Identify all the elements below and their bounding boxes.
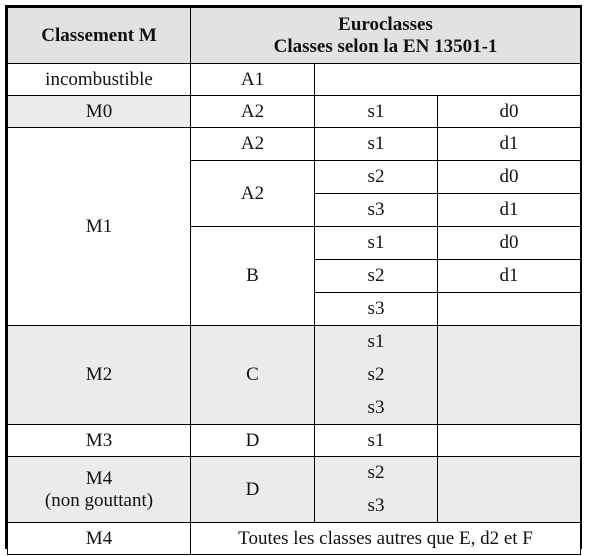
cell-empty — [438, 326, 581, 425]
table-row — [8, 523, 581, 555]
cell-s: s2 — [315, 457, 438, 490]
cell-d: d1 — [438, 194, 581, 227]
cell-d: d0 — [438, 96, 581, 128]
header-row — [8, 8, 581, 64]
cell-s: s1 — [315, 326, 438, 359]
cell-s: s3 — [315, 392, 438, 425]
cell-class: A2 — [191, 128, 315, 161]
cell-m-m2: M2 — [8, 326, 191, 425]
cell-m-m4-label: M4 — [85, 467, 113, 489]
cell-class-a1: A1 — [191, 64, 315, 96]
cell-empty — [315, 64, 581, 96]
cell-class: A2 — [191, 96, 315, 128]
cell-class: D — [191, 457, 315, 523]
cell-empty — [438, 457, 581, 523]
table-row — [8, 457, 581, 490]
cell-note: Toutes les classes autres que E, d2 et F — [191, 523, 581, 555]
header-euroclasses-subtitle: Classes selon la EN 13501-1 — [273, 35, 498, 57]
cell-s: s3 — [315, 293, 438, 326]
cell-d: d1 — [438, 260, 581, 293]
cell-class: C — [191, 326, 315, 425]
header-classement-m: Classement M — [8, 8, 191, 64]
cell-s: s2 — [315, 359, 438, 392]
cell-s: s1 — [315, 128, 438, 161]
classification-table — [7, 7, 581, 555]
cell-d — [438, 293, 581, 326]
header-euroclasses — [191, 8, 581, 64]
cell-m-non-gouttant-label: (non gouttant) — [44, 489, 154, 511]
cell-d: d0 — [438, 161, 581, 194]
cell-class: A2 — [191, 161, 315, 227]
cell-m-incombustible: incombustible — [8, 64, 191, 96]
cell-m-m1: M1 — [8, 128, 191, 326]
table-row — [8, 326, 581, 359]
table-row — [8, 425, 581, 457]
cell-s: s1 — [315, 425, 438, 457]
table-row — [8, 128, 581, 161]
cell-class: B — [191, 227, 315, 326]
cell-m-m4-non-gouttant — [8, 457, 191, 523]
cell-s: s2 — [315, 161, 438, 194]
header-euroclasses-title: Euroclasses — [338, 13, 433, 35]
cell-m-m4: M4 — [8, 523, 191, 555]
cell-class: D — [191, 425, 315, 457]
table-row — [8, 96, 581, 128]
cell-s: s3 — [315, 194, 438, 227]
cell-s: s1 — [315, 227, 438, 260]
cell-s: s1 — [315, 96, 438, 128]
cell-d: d1 — [438, 128, 581, 161]
cell-empty — [438, 425, 581, 457]
table-row — [8, 64, 581, 96]
cell-s: s3 — [315, 490, 438, 523]
cell-m-m0: M0 — [8, 96, 191, 128]
cell-d: d0 — [438, 227, 581, 260]
cell-s: s2 — [315, 260, 438, 293]
cell-m-m3: M3 — [8, 425, 191, 457]
